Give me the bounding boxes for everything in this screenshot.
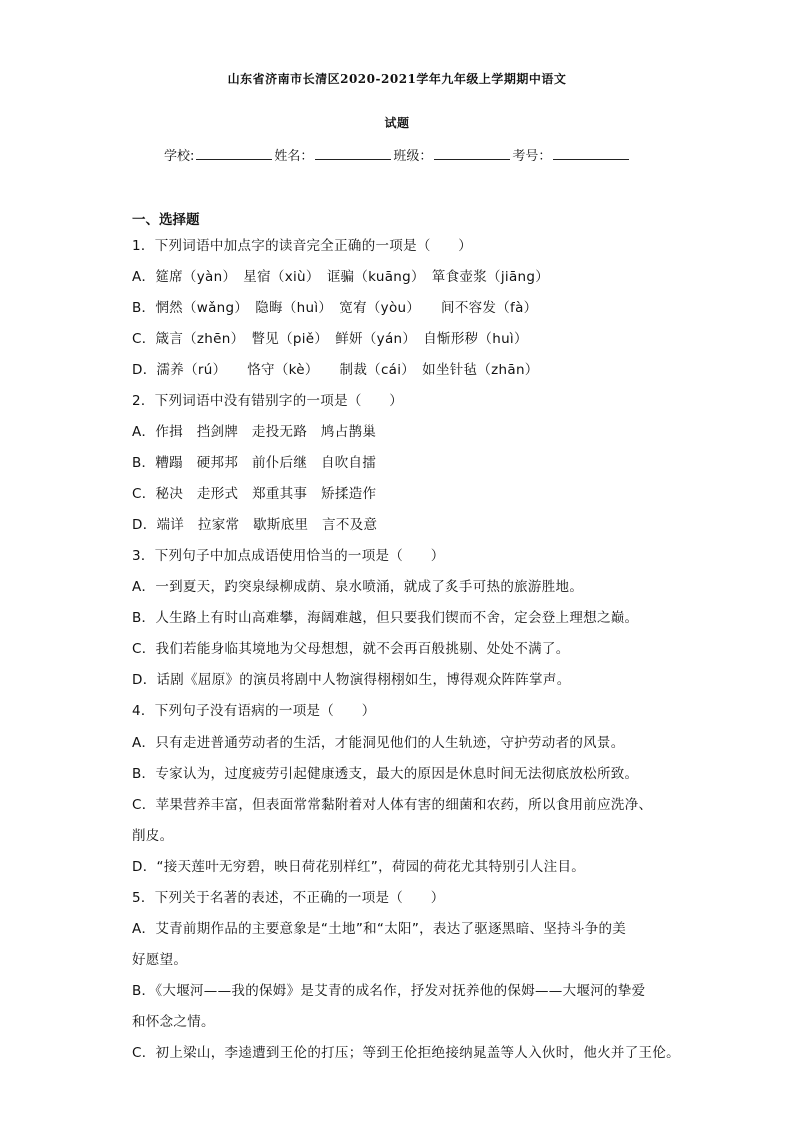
option-line-continued: 削皮。 — [132, 828, 174, 844]
question-line: 2．下列词语中没有错别字的一项是（ ） — [132, 393, 404, 409]
exam-title-line1: 山东省济南市长清区2020-2021学年九年级上学期期中语文 — [227, 72, 567, 86]
option-line: B．《大堰河——我的保姆》是艾青的成名作，抒发对抚养他的保姆——大堰河的挚爱 — [132, 983, 646, 999]
option-line: A．作揖 挡剑牌 走投无路 鸠占鹊巢 — [132, 424, 377, 440]
option-line: B．人生路上有时山高难攀，海阔难越，但只要我们锲而不舍，定会登上理想之巅。 — [132, 610, 639, 626]
section-title: 一、选择题 — [132, 212, 200, 228]
option-line: D．濡养（rú） 恪守（kè） 制裁（cái） 如坐针毡（zhān） — [132, 362, 539, 378]
question-line: 1．下列词语中加点字的读音完全正确的一项是（ ） — [132, 238, 473, 254]
option-line: A．一到夏天，趵突泉绿柳成荫、泉水喷涌，就成了炙手可热的旅游胜地。 — [132, 579, 584, 595]
exam-title-line2: 试题 — [384, 116, 410, 130]
option-line: C．初上梁山，李逵遭到王伦的打压；等到王伦拒绝接纳晁盖等人入伙时，他火并了王伦。 — [132, 1045, 680, 1061]
option-line: B．糟蹋 硬邦邦 前仆后继 自吹自擂 — [132, 455, 377, 471]
school-label: 学校: — [164, 149, 195, 164]
option-line: A．艾青前期作品的主要意象是“土地”和“太阳”，表达了驱逐黑暗、坚持斗争的美 — [132, 921, 627, 937]
option-line: D．“接天莲叶无穷碧，映日荷花别样红”，荷园的荷花尤其特别引人注目。 — [132, 859, 586, 875]
option-line-continued: 和怀念之情。 — [132, 1014, 215, 1030]
class-blank — [434, 145, 510, 160]
name-blank — [315, 145, 391, 160]
question-line: 4．下列句子没有语病的一项是（ ） — [132, 703, 376, 719]
option-line: D．话剧《屈原》的演员将剧中人物演得栩栩如生，博得观众阵阵掌声。 — [132, 672, 571, 688]
student-info-row — [164, 145, 631, 164]
question-line: 3．下列句子中加点成语使用恰当的一项是（ ） — [132, 548, 445, 564]
option-line: B．惘然（wǎng） 隐晦（huì） 宽宥（yòu） 间不容发（fà） — [132, 300, 538, 316]
school-blank — [196, 145, 272, 160]
option-line: C．箴言（zhēn） 瞥见（piě） 鲜妍（yán） 自惭形秽（huì） — [132, 331, 528, 347]
option-line: C．苹果营养丰富，但表面常常黏附着对人体有害的细菌和农药，所以食用前应洗净、 — [132, 797, 653, 813]
option-line: C．我们若能身临其境地为父母想想，就不会再百般挑剔、处处不满了。 — [132, 641, 570, 657]
exam-no-blank — [553, 145, 629, 160]
option-line-continued: 好愿望。 — [132, 952, 188, 968]
option-line: B．专家认为，过度疲劳引起健康透支，最大的原因是休息时间无法彻底放松所致。 — [132, 766, 639, 782]
class-label: 班级： — [393, 149, 433, 164]
option-line: D．端详 拉家常 歇斯底里 言不及意 — [132, 517, 378, 533]
name-label: 姓名： — [274, 149, 314, 164]
option-line: A．筵席（yàn） 星宿（xiù） 诓骗（kuāng） 箪食壶浆（jiāng） — [132, 269, 550, 285]
option-line: C．秘决 走形式 郑重其事 矫揉造作 — [132, 486, 377, 502]
option-line: A．只有走进普通劳动者的生活，才能洞见他们的人生轨迹，守护劳动者的风景。 — [132, 735, 625, 751]
question-line: 5．下列关于名著的表述，不正确的一项是（ ） — [132, 890, 445, 906]
exam-no-label: 考号： — [512, 149, 552, 164]
